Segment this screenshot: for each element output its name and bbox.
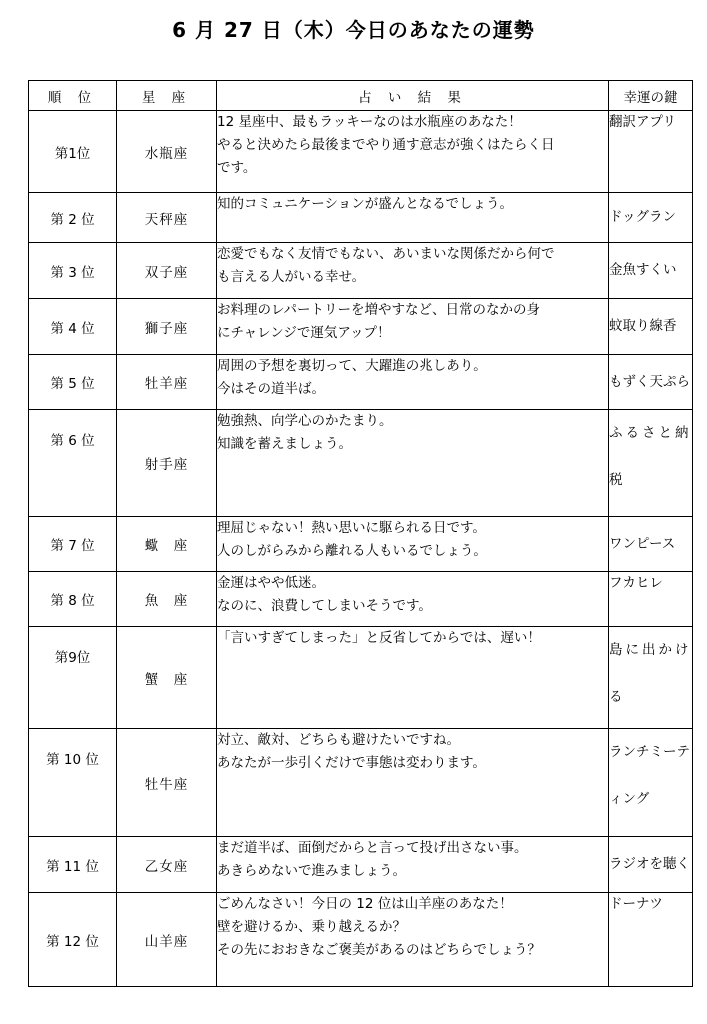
lucky-key-cell	[609, 517, 693, 572]
sign-cell: 蟹 座	[117, 627, 217, 729]
sign-cell: 天秤座	[117, 193, 217, 243]
result-cell	[217, 355, 609, 410]
sign-cell: 牡羊座	[117, 355, 217, 410]
lucky-key-cell	[609, 355, 693, 410]
sign-cell: 双子座	[117, 243, 217, 299]
sign-cell: 山羊座	[117, 893, 217, 987]
table-row	[29, 837, 693, 893]
result-cell	[217, 517, 609, 572]
lucky-key-line: ふるさと納	[609, 425, 692, 441]
result-line: 壁を避けるか、乗り越えるか？	[217, 919, 406, 935]
lucky-key-line: 税	[609, 472, 626, 488]
sign-cell: 水瓶座	[117, 111, 217, 193]
rank-cell: 第9位	[29, 627, 117, 729]
lucky-key-cell	[609, 243, 693, 299]
result-line: 今はその道半ば。	[217, 381, 325, 397]
rank-cell: 第 6 位	[29, 410, 117, 517]
lucky-key-line: ドッグラン	[609, 209, 676, 225]
result-cell	[217, 111, 609, 193]
table-header-row	[29, 81, 693, 111]
lucky-key-line: ドーナツ	[609, 896, 663, 912]
lucky-key-cell	[609, 627, 693, 729]
lucky-key-cell	[609, 893, 693, 987]
rank-cell: 第 4 位	[29, 299, 117, 355]
result-line: あきらめないで進みましょう。	[217, 863, 406, 879]
rank-cell: 第1位	[29, 111, 117, 193]
sign-cell: 射手座	[117, 410, 217, 517]
result-line: 勉強熱、向学心のかたまり。	[217, 413, 393, 429]
result-cell	[217, 627, 609, 729]
result-cell	[217, 893, 609, 987]
table-row	[29, 572, 693, 627]
result-line: なのに、浪費してしまいそうです。	[217, 598, 432, 614]
rank-cell: 第 7 位	[29, 517, 117, 572]
result-cell	[217, 837, 609, 893]
lucky-key-line: ィング	[609, 791, 650, 807]
rank-cell: 第 3 位	[29, 243, 117, 299]
table-row	[29, 729, 693, 837]
lucky-key-cell	[609, 572, 693, 627]
lucky-key-cell	[609, 193, 693, 243]
table-row	[29, 355, 693, 410]
lucky-key-cell	[609, 410, 693, 517]
result-line: あなたが一歩引くだけで事態は変わります。	[217, 755, 486, 771]
result-line: 対立、敵対、どちらも避けたいですね。	[217, 732, 460, 748]
page-title: 6 月 27 日（木）今日のあなたの運勢	[172, 18, 535, 42]
lucky-key-line: 島に出かけ	[609, 642, 692, 658]
lucky-key-line: ワンピース	[609, 535, 676, 552]
sign-cell: 牡牛座	[117, 729, 217, 837]
lucky-key-line: ランチミーテ	[609, 744, 690, 760]
table-row	[29, 299, 693, 355]
rank-cell: 第 8 位	[29, 572, 117, 627]
result-line: 知的コミュニケーションが盛んとなるでしょう。	[217, 196, 514, 212]
rank-cell: 第 12 位	[29, 893, 117, 987]
lucky-key-cell	[609, 837, 693, 893]
table-row	[29, 893, 693, 987]
lucky-key-line: ラジオを聴く	[609, 856, 690, 872]
table-row	[29, 193, 693, 243]
table-row	[29, 111, 693, 193]
result-line: 知識を蓄えましょう。	[217, 436, 352, 452]
table-body	[29, 111, 693, 987]
result-line: です。	[217, 160, 257, 176]
result-cell	[217, 572, 609, 627]
table-row	[29, 410, 693, 517]
result-line: お料理のレパートリーを増やすなど、日常のなかの身	[217, 302, 541, 318]
result-line: にチャレンジで運気アップ！	[217, 325, 391, 341]
result-line: まだ道半ば、面倒だからと言って投げ出さない事。	[217, 840, 528, 856]
result-line: 「言いすぎてしまった」と反省してからでは、遅い！	[217, 630, 541, 646]
lucky-key-cell	[609, 111, 693, 193]
lucky-key-line: る	[609, 689, 626, 705]
rank-cell: 第 11 位	[29, 837, 117, 893]
table-row	[29, 243, 693, 299]
header-key: 幸運の鍵	[609, 81, 693, 111]
result-line: 周囲の予想を裏切って、大躍進の兆しあり。	[217, 358, 487, 374]
result-line: 金運はやや低迷。	[217, 575, 325, 591]
result-line: 恋愛でもなく友情でもない、あいまいな関係だから何で	[217, 246, 555, 262]
result-cell	[217, 299, 609, 355]
rank-cell: 第 5 位	[29, 355, 117, 410]
header-rank: 順 位	[29, 81, 117, 111]
result-cell	[217, 729, 609, 837]
lucky-key-line: フカヒレ	[609, 575, 663, 591]
rank-cell: 第 2 位	[29, 193, 117, 243]
result-line: その先におおきなご褒美があるのはどちらでしょう？	[217, 942, 541, 958]
result-line: ごめんなさい！今日の 12 位は山羊座のあなた！	[217, 896, 513, 912]
sign-cell: 蠍 座	[117, 517, 217, 572]
lucky-key-line: 翻訳アプリ	[609, 114, 676, 130]
sign-cell: 獅子座	[117, 299, 217, 355]
fortune-table	[28, 80, 693, 987]
lucky-key-line: 金魚すくい	[609, 262, 677, 278]
lucky-key-cell	[609, 299, 693, 355]
rank-cell: 第 10 位	[29, 729, 117, 837]
result-line: やると決めたら最後までやり通す意志が強くはたらく日	[217, 137, 555, 153]
header-result: 占 い 結 果	[217, 81, 609, 111]
lucky-key-line: 蚊取り線香	[609, 318, 677, 334]
result-line: 理屈じゃない！熱い思いに駆られる日です。	[217, 520, 486, 536]
result-cell	[217, 193, 609, 243]
result-line: 人のしがらみから離れる人もいるでしょう。	[217, 543, 487, 559]
table-row	[29, 517, 693, 572]
sign-cell: 魚 座	[117, 572, 217, 627]
lucky-key-line: もずく天ぷら	[609, 373, 690, 390]
sign-cell: 乙女座	[117, 837, 217, 893]
result-cell	[217, 410, 609, 517]
lucky-key-cell	[609, 729, 693, 837]
table-row	[29, 627, 693, 729]
result-line: も言える人がいる幸せ。	[217, 269, 366, 285]
header-sign: 星 座	[117, 81, 217, 111]
result-line: 12 星座中、最もラッキーなのは水瓶座のあなた！	[217, 114, 522, 130]
result-cell	[217, 243, 609, 299]
